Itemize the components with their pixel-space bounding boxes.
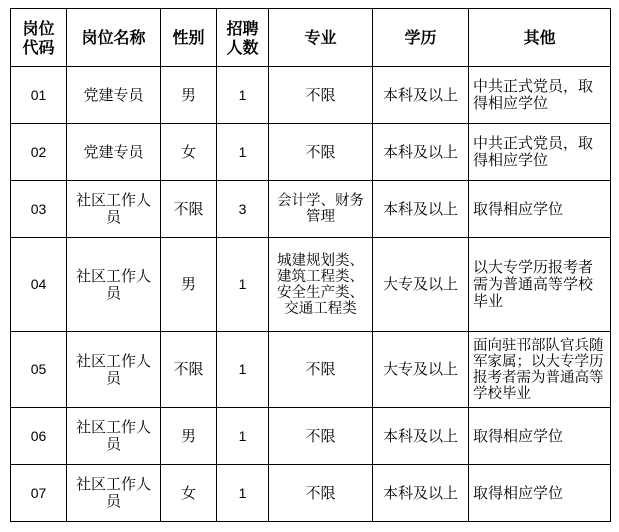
cell-code: 04 xyxy=(11,238,67,332)
cell-gender: 不限 xyxy=(161,332,217,408)
cell-other: 中共正式党员，取得相应学位 xyxy=(469,124,611,181)
header-count: 招聘人数 xyxy=(217,9,269,67)
header-gender: 性别 xyxy=(161,9,217,67)
cell-other: 取得相应学位 xyxy=(469,408,611,465)
cell-name: 党建专员 xyxy=(67,124,161,181)
cell-major: 不限 xyxy=(269,465,373,522)
header-major: 专业 xyxy=(269,9,373,67)
header-code: 岗位代码 xyxy=(11,9,67,67)
table-row xyxy=(11,465,611,522)
cell-other: 以大专学历报考者需为普通高等学校毕业 xyxy=(469,238,611,332)
cell-education: 本科及以上 xyxy=(373,465,469,522)
cell-name: 社区工作人员 xyxy=(67,238,161,332)
cell-count: 3 xyxy=(217,181,269,238)
cell-gender: 女 xyxy=(161,465,217,522)
cell-major: 会计学、财务管理 xyxy=(269,181,373,238)
cell-other: 面向驻邗部队官兵随军家属；以大专学历报考者需为普通高等学校毕业 xyxy=(469,332,611,408)
cell-count: 1 xyxy=(217,465,269,522)
table-row xyxy=(11,238,611,332)
cell-name: 社区工作人员 xyxy=(67,332,161,408)
cell-other: 取得相应学位 xyxy=(469,465,611,522)
table-row xyxy=(11,181,611,238)
cell-major: 不限 xyxy=(269,408,373,465)
cell-code: 06 xyxy=(11,408,67,465)
header-other: 其他 xyxy=(469,9,611,67)
cell-count: 1 xyxy=(217,238,269,332)
cell-education: 大专及以上 xyxy=(373,332,469,408)
cell-education: 本科及以上 xyxy=(373,124,469,181)
cell-education: 本科及以上 xyxy=(373,181,469,238)
cell-other: 取得相应学位 xyxy=(469,181,611,238)
cell-code: 02 xyxy=(11,124,67,181)
cell-major: 不限 xyxy=(269,332,373,408)
cell-gender: 男 xyxy=(161,408,217,465)
cell-education: 大专及以上 xyxy=(373,238,469,332)
cell-name: 党建专员 xyxy=(67,67,161,124)
cell-other: 中共正式党员，取得相应学位 xyxy=(469,67,611,124)
cell-major: 城建规划类、建筑工程类、安全生产类、交通工程类 xyxy=(269,238,373,332)
cell-count: 1 xyxy=(217,124,269,181)
header-education: 学历 xyxy=(373,9,469,67)
cell-count: 1 xyxy=(217,67,269,124)
cell-code: 01 xyxy=(11,67,67,124)
cell-gender: 男 xyxy=(161,67,217,124)
cell-code: 05 xyxy=(11,332,67,408)
cell-name: 社区工作人员 xyxy=(67,181,161,238)
table-row xyxy=(11,332,611,408)
cell-major: 不限 xyxy=(269,67,373,124)
header-row xyxy=(11,9,611,67)
table-row xyxy=(11,408,611,465)
cell-count: 1 xyxy=(217,408,269,465)
cell-name: 社区工作人员 xyxy=(67,465,161,522)
cell-education: 本科及以上 xyxy=(373,408,469,465)
cell-name: 社区工作人员 xyxy=(67,408,161,465)
table-row xyxy=(11,67,611,124)
cell-count: 1 xyxy=(217,332,269,408)
table-row xyxy=(11,124,611,181)
cell-code: 07 xyxy=(11,465,67,522)
cell-code: 03 xyxy=(11,181,67,238)
cell-gender: 男 xyxy=(161,238,217,332)
recruitment-table xyxy=(10,8,611,522)
cell-education: 本科及以上 xyxy=(373,67,469,124)
cell-gender: 女 xyxy=(161,124,217,181)
header-name: 岗位名称 xyxy=(67,9,161,67)
cell-major: 不限 xyxy=(269,124,373,181)
cell-gender: 不限 xyxy=(161,181,217,238)
